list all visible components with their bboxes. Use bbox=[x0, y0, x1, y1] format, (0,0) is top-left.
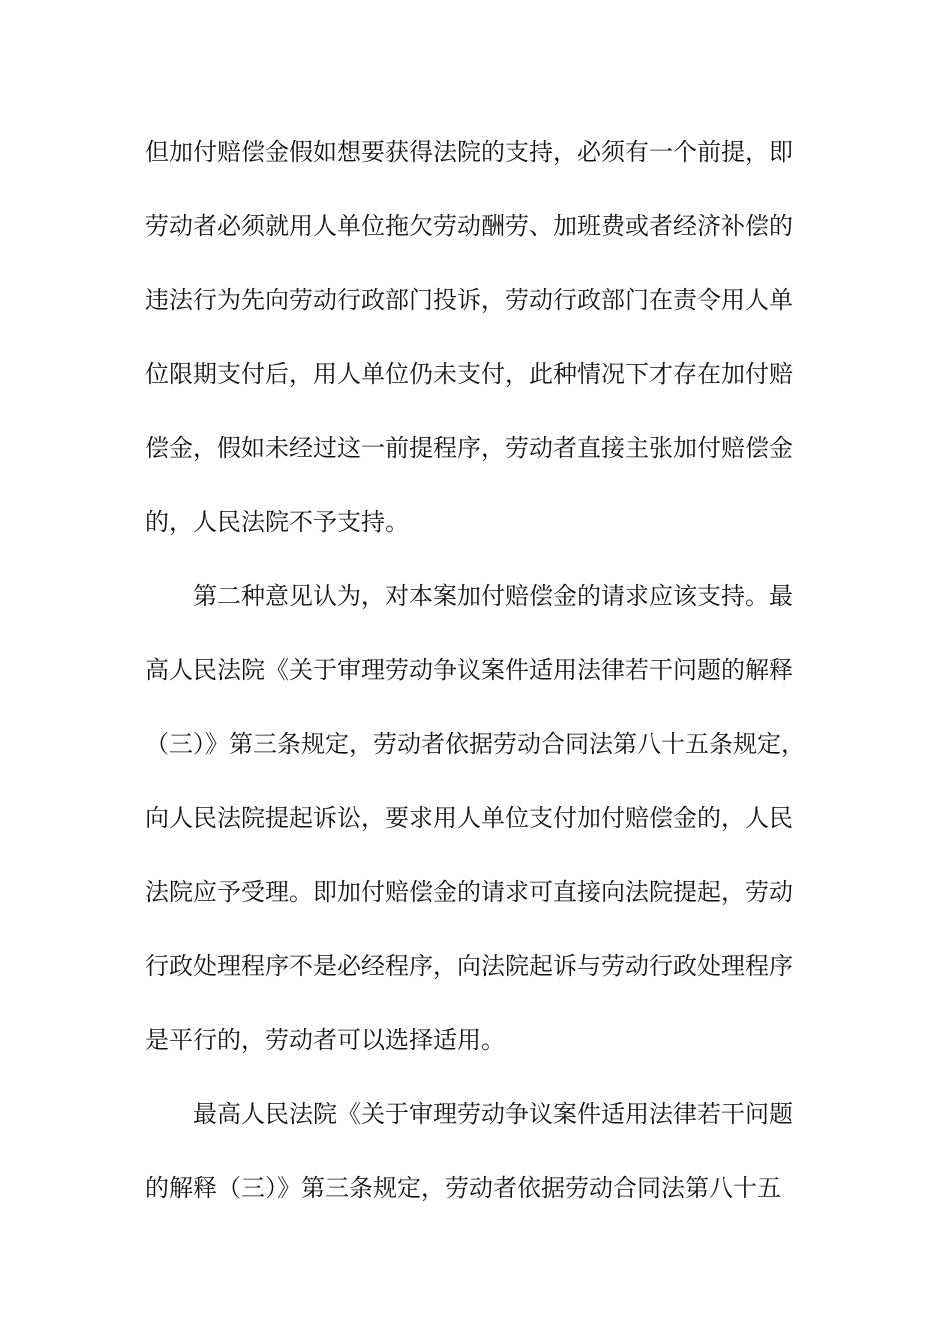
paragraph-first-line: 最高人民法院《关于审理劳动争议案件适用法律若干问题 bbox=[193, 1100, 793, 1128]
text-line: 的解释（三）》第三条规定，劳动者依据劳动合同法第八十五 bbox=[145, 1174, 781, 1202]
text-line: 是平行的，劳动者可以选择适用。 bbox=[145, 1026, 505, 1054]
text-line: 法院应予受理。即加付赔偿金的请求可直接向法院提起，劳动 bbox=[145, 878, 793, 906]
paragraph-first-line: 第二种意见认为，对本案加付赔偿金的请求应该支持。最 bbox=[193, 582, 793, 610]
text-line: 劳动者必须就用人单位拖欠劳动酬劳、加班费或者经济补偿的 bbox=[145, 212, 793, 240]
text-line: 位限期支付后，用人单位仍未支付，此种情况下才存在加付赔 bbox=[145, 360, 793, 388]
text-line: 高人民法院《关于审理劳动争议案件适用法律若干问题的解释 bbox=[145, 656, 793, 684]
text-line: 违法行为先向劳动行政部门投诉，劳动行政部门在责令用人单 bbox=[145, 286, 793, 314]
text-line: （三）》第三条规定，劳动者依据劳动合同法第八十五条规定， bbox=[145, 730, 805, 758]
text-line: 的，人民法院不予支持。 bbox=[145, 508, 409, 536]
text-line: 行政处理程序不是必经程序，向法院起诉与劳动行政处理程序 bbox=[145, 952, 793, 980]
text-line: 向人民法院提起诉讼，要求用人单位支付加付赔偿金的，人民 bbox=[145, 804, 793, 832]
text-line: 但加付赔偿金假如想要获得法院的支持，必须有一个前提，即 bbox=[145, 138, 793, 166]
text-line: 偿金，假如未经过这一前提程序，劳动者直接主张加付赔偿金 bbox=[145, 434, 793, 462]
